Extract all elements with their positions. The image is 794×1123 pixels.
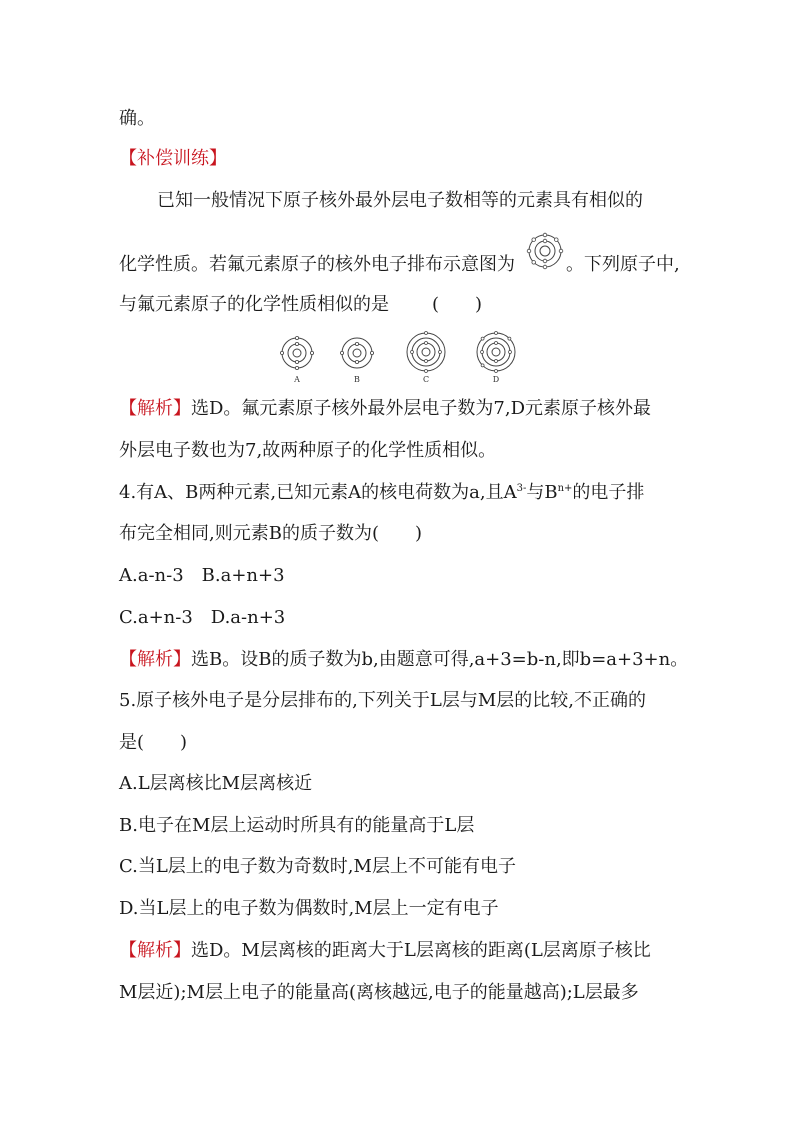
atom-option-c-icon	[406, 332, 446, 372]
question-5-option-a: A.L层离核比M层离核近	[119, 773, 313, 794]
text-line: 确。	[119, 108, 155, 129]
question-4-options-ab: A.a-n-3 B.a+n+3	[119, 565, 285, 586]
analysis-5-line-2: M层近);M层上电子的能量高(离核越远,电子的能量越高);L层最多	[119, 982, 639, 1003]
question-5-line-2: 是( )	[119, 732, 188, 753]
question-4-text: 4.有A、B两种元素,已知元素A的核电荷数为a,且A	[119, 482, 517, 503]
question-3-text-c: 与氟元素原子的化学性质相似的是	[119, 294, 389, 315]
atom-option-a-icon	[280, 336, 314, 370]
question-4-text: 的电子排	[572, 482, 645, 503]
question-5-line-1: 5.原子核外电子是分层排布的,下列关于L层与M层的比较,不正确的	[119, 690, 646, 711]
analysis-text: 选D。氟元素原子核外最外层电子数为7,D元素原子核外最	[191, 398, 652, 419]
section-tag-compensation-training: 【补偿训练】	[119, 148, 227, 169]
analysis-3-line-1	[119, 398, 651, 420]
question-3-line-1: 已知一般情况下原子核外最外层电子数相等的元素具有相似的	[157, 190, 643, 211]
analysis-tag: 【解析】	[119, 398, 191, 419]
option-label-c: C	[422, 375, 430, 384]
question-4-options-cd: C.a+n-3 D.a-n+3	[119, 607, 286, 628]
answer-blank: ( )	[432, 294, 483, 315]
option-label-b: B	[354, 375, 360, 384]
option-label-d: D	[492, 375, 500, 384]
question-4-text: 与B	[526, 482, 558, 503]
analysis-4	[119, 649, 688, 671]
question-3-line-3	[119, 294, 389, 316]
question-3-text-b: 。下列原子中,	[566, 254, 680, 275]
question-5-option-b: B.电子在M层上运动时所具有的能量高于L层	[119, 815, 475, 836]
analysis-3-line-2: 外层电子数也为7,故两种原子的化学性质相似。	[119, 440, 497, 461]
analysis-tag: 【解析】	[119, 940, 191, 961]
question-5-option-c: C.当L层上的电子数为奇数时,M层上不可能有电子	[119, 856, 516, 877]
analysis-5-line-1	[119, 940, 651, 962]
fluorine-atom-icon	[526, 232, 564, 270]
question-4-line-2: 布完全相同,则元素B的质子数为( )	[119, 523, 422, 544]
question-5-option-d: D.当L层上的电子数为偶数时,M层上一定有电子	[119, 898, 499, 919]
question-3-line-2	[119, 254, 515, 276]
option-label-a: A	[294, 375, 300, 384]
atom-option-b-icon	[340, 336, 374, 370]
question-3-text-a: 化学性质。若氟元素原子的核外电子排布示意图为	[119, 254, 515, 275]
ion-charge: 3-	[516, 483, 527, 494]
analysis-text: 选B。设B的质子数为b,由题意可得,a+3=b-n,即b=a+3+n。	[191, 649, 689, 670]
analysis-tag: 【解析】	[119, 649, 191, 670]
question-4-line-1	[119, 482, 644, 504]
ion-charge: n+	[557, 483, 573, 494]
analysis-text: 选D。M层离核的距离大于L层离核的距离(L层离原子核比	[191, 940, 651, 961]
atom-option-d-icon	[476, 332, 516, 372]
